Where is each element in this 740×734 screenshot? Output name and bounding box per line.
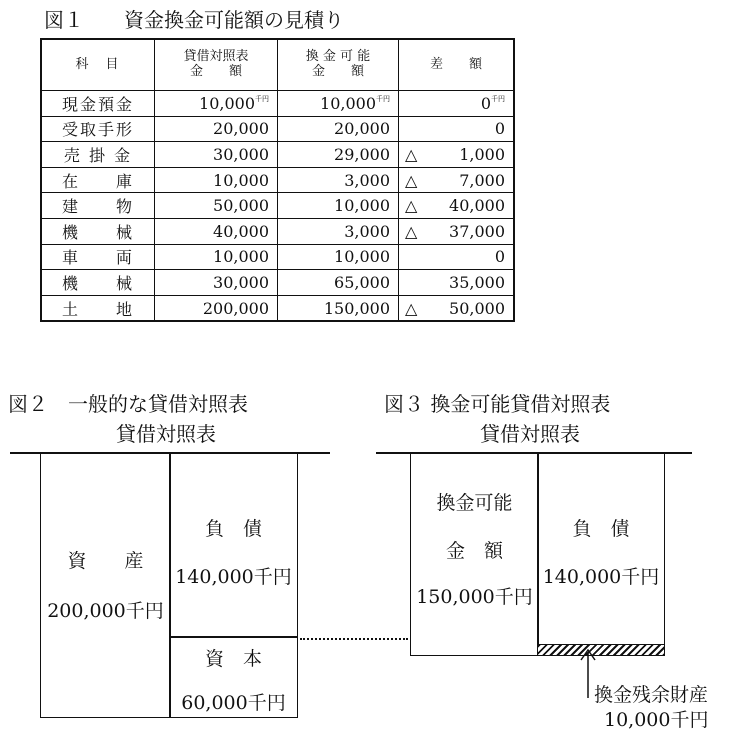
header-convertible-amount [278,39,399,91]
capital-label: 資 本 [204,648,262,670]
cell-convertible-amount [278,193,399,219]
cell-convertible-amount-value: 20,000 [334,119,390,139]
convertible-amount-table [40,38,515,322]
header-book-line2: 金 額 [189,64,242,79]
cell-subject: 在 庫 [41,167,155,193]
cell-difference-value: 35,000 [449,272,505,292]
cell-subject: 建 物 [41,193,155,219]
figure3-subtitle: 貸借対照表 [480,422,580,446]
cell-convertible-amount-value: 150,000 [323,298,390,318]
cell-difference [399,270,515,296]
cell-difference [399,193,515,219]
fig3-liabilities-label: 負 債 [572,518,630,540]
cell-subject: 現金預金 [41,91,155,117]
cell-difference [399,167,515,193]
cell-difference-value: 0 [494,247,505,267]
table-row [41,142,514,168]
residual-hatch [537,644,665,656]
conv-value: 150,000千円 [416,586,533,608]
table-row [41,295,514,321]
cell-convertible-amount [278,116,399,142]
cell-book-amount-value: 10,000 [213,170,269,190]
figure1-title: 図１ 資金換金可能額の見積り [44,8,344,32]
cell-book-amount [155,295,278,321]
cell-convertible-amount [278,270,399,296]
cell-difference [399,295,515,321]
cell-subject: 土 地 [41,295,155,321]
cell-convertible-amount-value: 3,000 [344,221,390,241]
assets-value: 200,000千円 [47,600,164,622]
table-row [41,116,514,142]
cell-convertible-amount-value: 29,000 [334,144,390,164]
header-book-amount [155,39,278,91]
table-row [41,218,514,244]
unit-mark: 千円 [255,94,269,103]
cell-convertible-amount-value: 3,000 [344,170,390,190]
cell-convertible-amount-value: 10,000 [320,93,376,113]
decrease-triangle-icon: △ [405,221,418,241]
cell-difference-value: 7,000 [459,170,505,190]
cell-subject: 車 両 [41,244,155,270]
cell-difference-value: 0 [480,93,491,113]
header-difference: 差 額 [399,39,515,91]
header-conv-line1: 換 金 可 能 [305,49,371,65]
header-subject: 科 目 [41,39,155,91]
cell-difference [399,244,515,270]
cell-book-amount [155,142,278,168]
fig2-liabilities-label: 負 債 [204,518,262,540]
cell-difference [399,116,515,142]
figure3-title: 図３ 換金可能貸借対照表 [384,392,611,416]
decrease-triangle-icon: △ [405,196,418,216]
cell-book-amount-value: 30,000 [213,144,269,164]
table-row [41,270,514,296]
cell-difference-value: 0 [494,119,505,139]
cell-convertible-amount [278,218,399,244]
cell-convertible-amount [278,244,399,270]
cell-difference [399,218,515,244]
cell-book-amount-value: 30,000 [213,272,269,292]
cell-book-amount-value: 200,000 [202,298,269,318]
cell-difference-value: 50,000 [449,298,505,318]
cell-book-amount-value: 20,000 [213,119,269,139]
figure2-subtitle: 貸借対照表 [116,422,216,446]
cell-convertible-amount-value: 10,000 [334,247,390,267]
cell-book-amount [155,270,278,296]
unit-mark: 千円 [376,94,390,103]
table-row [41,91,514,117]
capital-value: 60,000千円 [181,692,286,714]
cell-difference-value: 40,000 [449,196,505,216]
decrease-triangle-icon: △ [405,298,418,318]
fig3-liabilities-box [537,452,665,646]
cell-subject: 機 械 [41,218,155,244]
header-conv-line2: 金 額 [311,64,364,79]
cell-book-amount [155,91,278,117]
figure2-title: 図２ 一般的な貸借対照表 [8,392,248,416]
fig3-liabilities-value: 140,000千円 [542,566,660,588]
table-row [41,244,514,270]
cell-convertible-amount-value: 65,000 [334,272,390,292]
table-body [41,91,514,322]
table-row [41,167,514,193]
decrease-triangle-icon: △ [405,144,418,164]
cell-subject: 機 械 [41,270,155,296]
conv-label-line2: 金 額 [445,540,503,562]
decrease-triangle-icon: △ [405,170,418,190]
table-row [41,193,514,219]
table-header-row [41,39,514,91]
cell-subject: 受取手形 [41,116,155,142]
dotted-connector [300,638,408,640]
cell-book-amount-value: 10,000 [199,93,255,113]
cell-convertible-amount [278,142,399,168]
assets-label: 資 産 [67,550,144,572]
conv-label-line1: 換金可能 [436,492,513,514]
cell-difference-value: 1,000 [459,144,505,164]
assets-box [40,452,171,718]
liabilities-box [169,452,298,638]
cell-book-amount-value: 50,000 [213,196,269,216]
cell-difference-value: 37,000 [449,221,505,241]
cell-book-amount [155,167,278,193]
unit-mark: 千円 [491,94,505,103]
header-book-line1: 貸借対照表 [183,49,249,65]
cell-book-amount [155,218,278,244]
cell-difference [399,142,515,168]
cell-book-amount [155,193,278,219]
cell-book-amount [155,116,278,142]
cell-book-amount [155,244,278,270]
fig2-liabilities-value: 140,000千円 [175,566,292,588]
cell-convertible-amount-value: 10,000 [334,196,390,216]
cell-book-amount-value: 40,000 [213,221,269,241]
cell-convertible-amount [278,167,399,193]
cell-difference [399,91,515,117]
cell-convertible-amount [278,295,399,321]
cell-convertible-amount [278,91,399,117]
cell-book-amount-value: 10,000 [213,247,269,267]
cell-subject: 売 掛 金 [41,142,155,168]
residual-value: 10,000千円 [604,709,709,731]
residual-label: 換金残余財産 [594,684,709,706]
